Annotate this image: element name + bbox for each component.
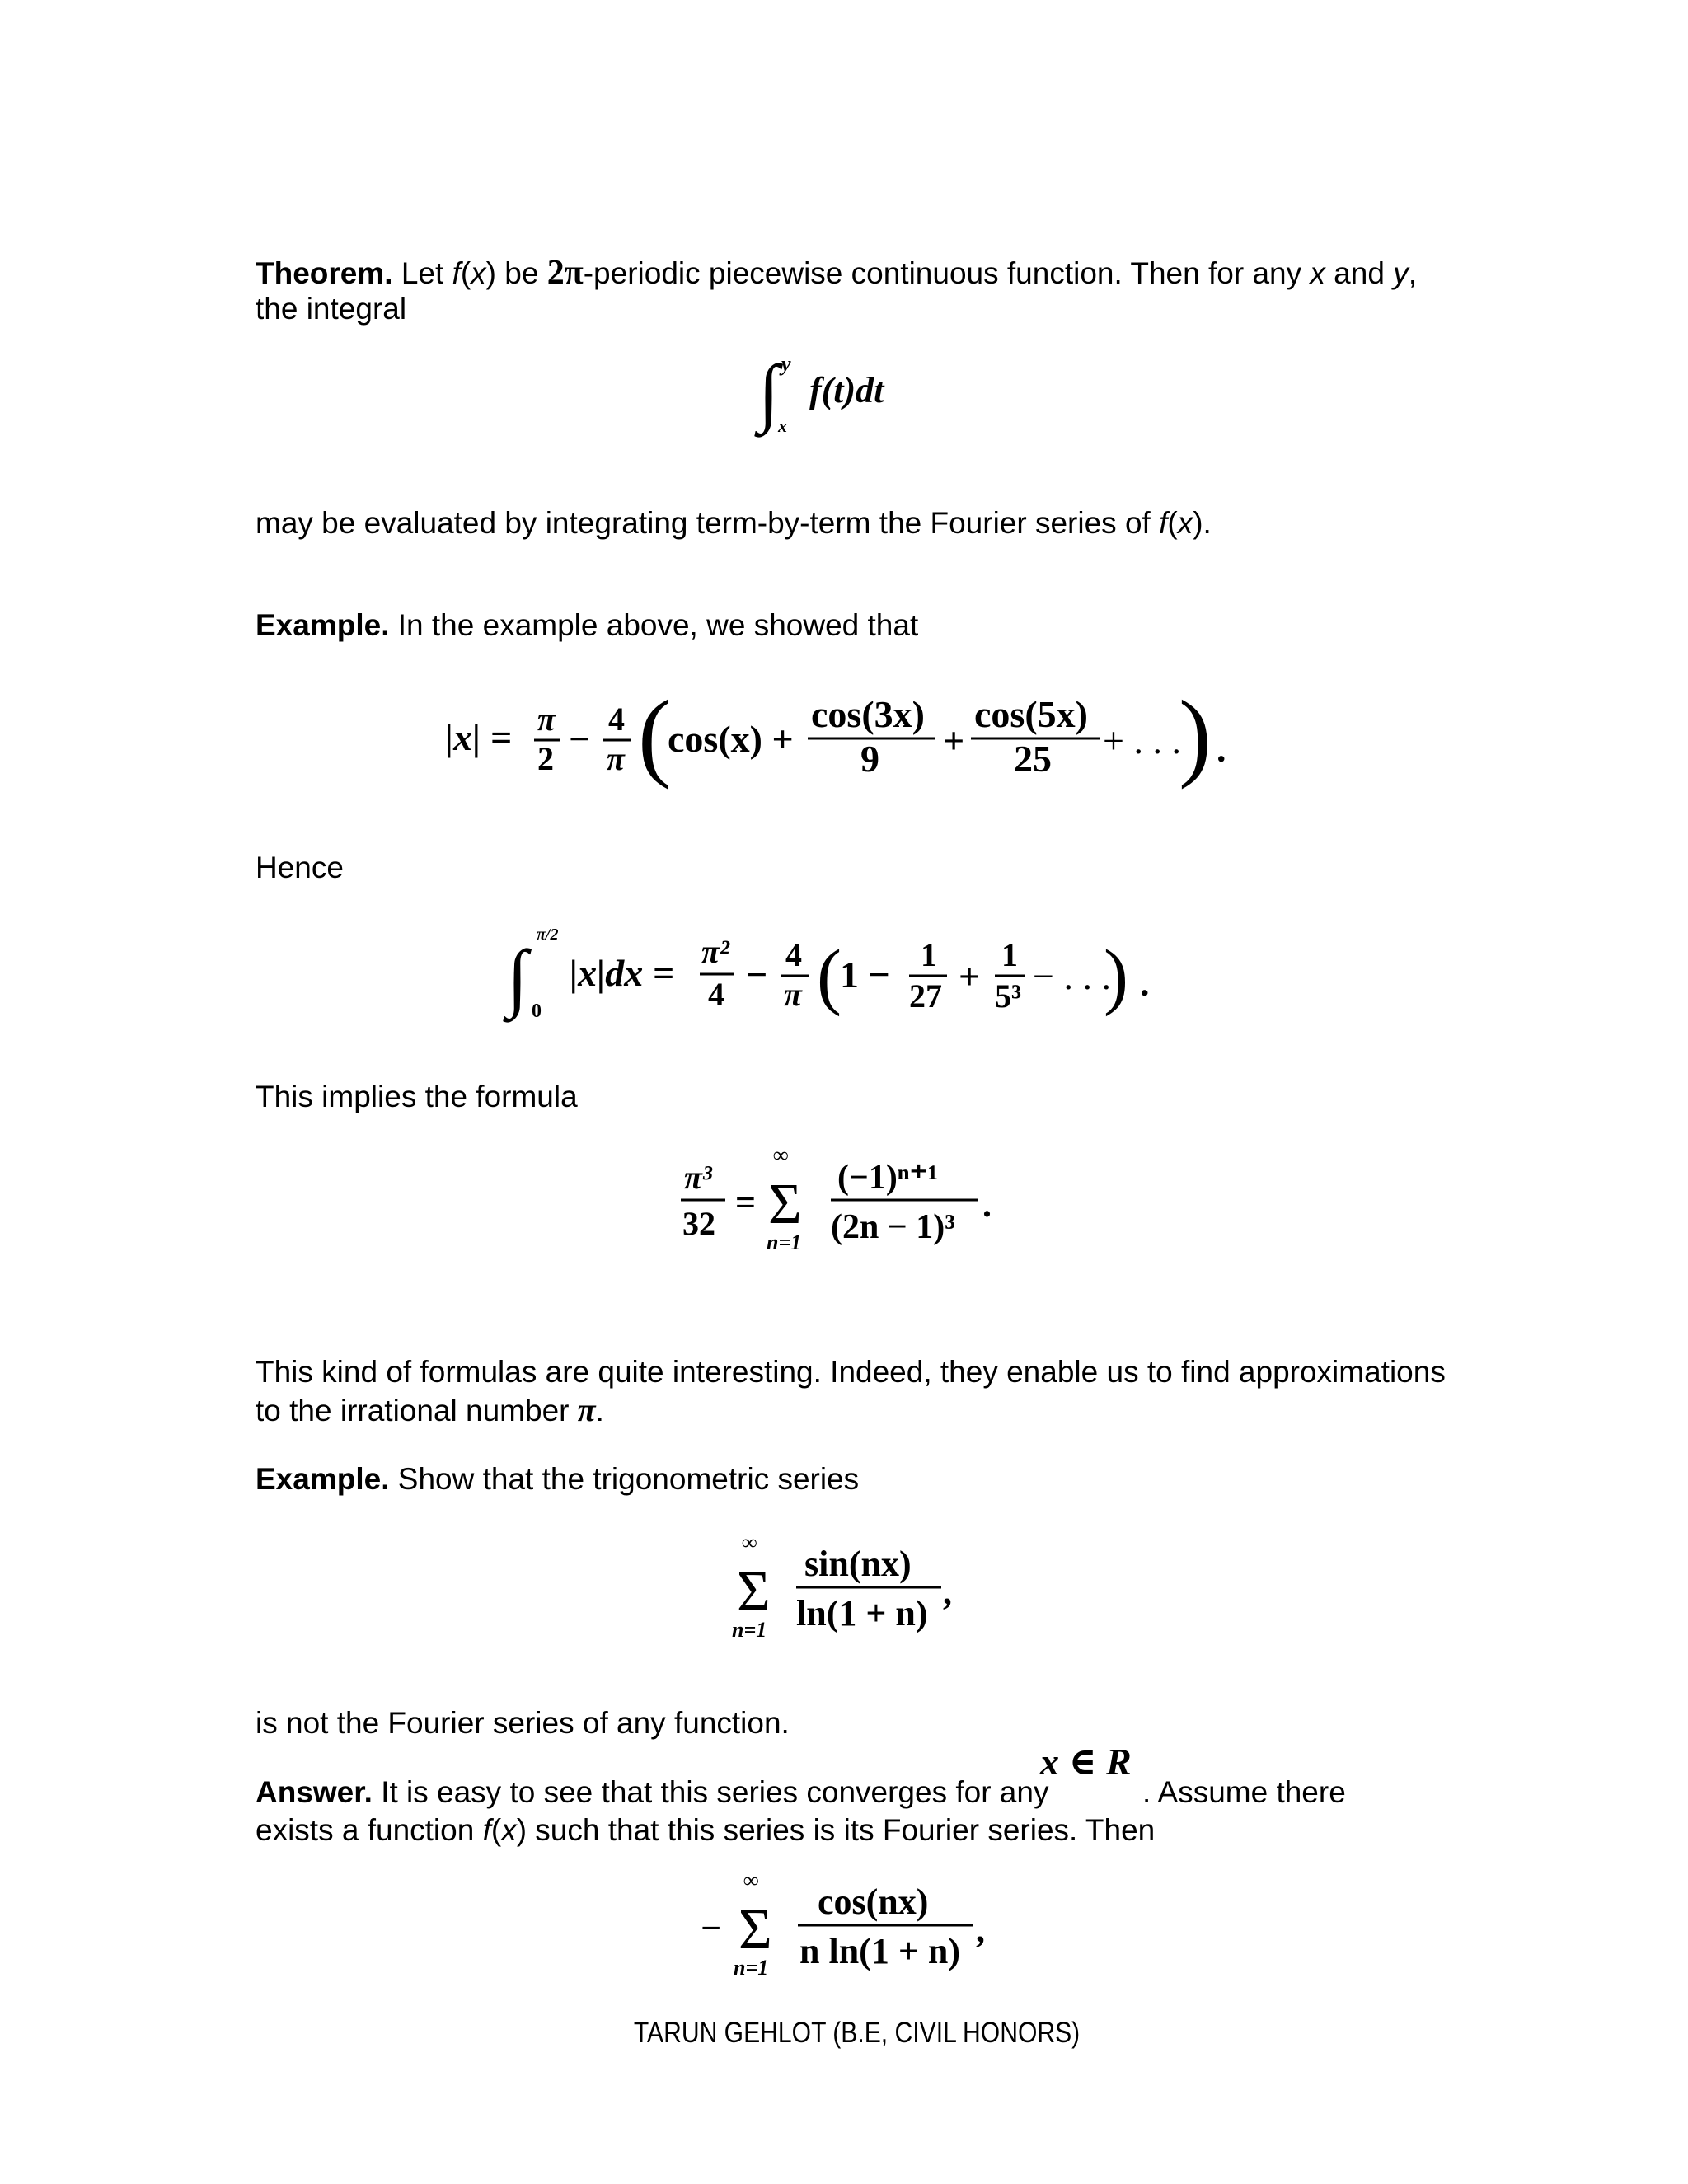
implies-text: This implies the formula <box>256 1080 578 1113</box>
answer-paren: ( <box>490 1813 502 1847</box>
abs-int-minus: − <box>746 954 768 996</box>
abs-twentyfive: 25 <box>1014 738 1052 780</box>
theorem-two-pi: 2π <box>546 254 584 292</box>
abs-int-pisq: π² <box>701 933 729 970</box>
abs-int-paren-close: ) <box>1104 935 1128 1017</box>
abs-lhs: |x| = <box>445 716 512 758</box>
sum2-inf: ∞ <box>742 1530 757 1554</box>
abs-int-lower: 0 <box>532 1001 542 1022</box>
abs-int-four: 4 <box>708 976 724 1013</box>
example-2-text: Show that the trigonometric series <box>389 1462 860 1496</box>
para2-line-2-text: to the irrational number <box>256 1394 578 1427</box>
sum1-thirtytwo: 32 <box>682 1205 715 1242</box>
sum2-nstart: n=1 <box>732 1618 767 1642</box>
example-1-line <box>256 607 918 644</box>
pi-cube-sum-equation <box>676 1137 1022 1261</box>
para2-pi: π <box>577 1391 596 1428</box>
sum1-period: . <box>982 1184 992 1225</box>
theorem-and: and <box>1325 256 1394 290</box>
sum3-inf: ∞ <box>743 1868 759 1892</box>
theorem-y: y <box>1393 256 1409 290</box>
answer-line-2-text: exists a function <box>256 1813 483 1847</box>
hence-text: Hence <box>256 851 344 884</box>
sum2-num: sin(nx) <box>804 1544 912 1584</box>
theorem-f: f <box>452 256 461 290</box>
footer-author: TARUN GEHLOT (B.E, CIVIL HONORS) <box>633 2017 1081 2049</box>
abs-int-pi: π <box>784 976 802 1013</box>
abs-int-four2: 4 <box>785 936 802 973</box>
theorem-line-1 <box>256 254 1417 293</box>
theorem-label: Theorem. <box>256 256 393 290</box>
cosine-series-equation <box>692 1863 1022 1986</box>
theorem-text: Let <box>392 256 452 290</box>
abs-int-one2: 1 <box>1001 936 1018 973</box>
answer-x: x <box>501 1813 517 1847</box>
abs-period: . <box>1217 728 1226 770</box>
abs-dots: + . . . <box>1103 719 1181 762</box>
sum2-den: ln(1 + n) <box>796 1593 928 1633</box>
abs-pi: π <box>537 701 556 738</box>
theorem-comma: , <box>1408 256 1417 290</box>
abs-int-one: 1 <box>921 936 937 973</box>
integral-svg <box>758 346 923 437</box>
sum3-svg <box>692 1863 1022 1986</box>
sum3-den: n ln(1 + n) <box>799 1931 961 1971</box>
sum1-den: (2n − 1)³ <box>831 1208 955 1246</box>
abs-int-twentyseven: 27 <box>909 977 942 1015</box>
paragraph-termwise <box>256 504 1212 542</box>
para2-line-2 <box>256 1391 604 1430</box>
example-2-label: Example. <box>256 1462 390 1496</box>
x-in-R-text: x ∈ R <box>1040 1741 1132 1783</box>
theorem-paren-open: ( <box>460 256 471 290</box>
sum1-inf: ∞ <box>773 1143 789 1167</box>
abs-integral-equation <box>507 915 1183 1030</box>
abs-paren-open: ( <box>638 680 671 790</box>
abs-pi-den: π <box>607 740 625 777</box>
abs-value-equation <box>437 676 1245 816</box>
abs-cos3: cos(3x) <box>811 693 925 735</box>
para2-period: . <box>595 1394 604 1427</box>
theorem-x2: x <box>1310 256 1325 290</box>
para1-text: may be evaluated by integrating term-by-term the Fourier series of <box>256 506 1160 540</box>
abs-two: 2 <box>537 740 554 777</box>
sum2-sigma: Σ <box>737 1560 771 1624</box>
sum2-svg <box>725 1525 989 1648</box>
answer-line-1 <box>256 1774 1048 1811</box>
example-2-line <box>256 1460 859 1498</box>
abs-int-sign: ∫ <box>507 935 528 1019</box>
para2-line-1: This kind of formulas are quite interesting. Indeed, they enable us to find approximations <box>256 1355 1446 1389</box>
theorem-be: ) be <box>485 256 547 290</box>
para1-f: f <box>1159 506 1168 540</box>
para1-x: x <box>1177 506 1193 540</box>
example-1-label: Example. <box>256 608 390 642</box>
sum3-minus: − <box>701 1908 722 1948</box>
sum1-nstart: n=1 <box>767 1230 802 1254</box>
answer-text: It is easy to see that this series converges for any <box>372 1775 1049 1809</box>
abs-plus: + <box>943 719 965 762</box>
sum1-svg <box>676 1137 1022 1261</box>
sum3-sigma: Σ <box>738 1898 772 1961</box>
abs-eq-svg <box>437 676 1245 816</box>
integral-equation <box>758 346 923 437</box>
abs-int-paren-open: ( <box>817 935 842 1017</box>
abs-cos5: cos(5x) <box>974 693 1088 735</box>
sum1-num: (−1)ⁿ⁺¹ <box>837 1159 939 1197</box>
sum1-sigma: Σ <box>768 1173 802 1236</box>
answer-line-2-end: ) such that this series is its Fourier series. Then <box>516 1813 1156 1847</box>
abs-int-one-minus: 1 − <box>840 954 890 996</box>
sum2-comma: , <box>943 1572 952 1612</box>
integral-lower: x <box>778 415 787 436</box>
abs-paren-close: ) <box>1179 680 1212 790</box>
integral-sign: ∫ <box>758 349 780 434</box>
sum3-num: cos(nx) <box>818 1882 929 1922</box>
sum3-comma: , <box>976 1910 985 1950</box>
theorem-line-2: the integral <box>256 292 407 326</box>
abs-int-body: |x|dx = <box>570 952 674 994</box>
integral-body: f(t)dt <box>809 370 884 410</box>
abs-int-upper: π/2 <box>537 926 559 944</box>
sum1-eq: = <box>735 1183 757 1223</box>
theorem-x: x <box>471 256 486 290</box>
abs-int-period: . <box>1140 962 1150 1004</box>
integral-upper: y <box>781 352 791 376</box>
answer-line-1-tail: . Assume there <box>1142 1775 1346 1809</box>
abs-cos1: cos(x) + <box>668 718 794 760</box>
abs-nine: 9 <box>860 738 879 780</box>
example-1-text: In the example above, we showed that <box>389 608 919 642</box>
abs-int-svg <box>507 915 1183 1030</box>
sum1-picube: π³ <box>684 1159 712 1196</box>
answer-line-2 <box>256 1811 1155 1849</box>
sum3-nstart: n=1 <box>734 1956 769 1980</box>
abs-int-fivecube: 5³ <box>995 977 1021 1015</box>
theorem-text-periodic: -periodic piecewise continuous function. Then for any <box>583 256 1311 290</box>
abs-int-plus: + <box>959 955 981 997</box>
abs-int-dots: − . . . <box>1033 955 1111 997</box>
not-fourier-text: is not the Fourier series of any function. <box>256 1706 790 1740</box>
answer-label: Answer. <box>256 1775 373 1809</box>
sine-series-equation <box>725 1525 989 1648</box>
x-in-R <box>1040 1739 1132 1783</box>
para1-paren: ( <box>1167 506 1178 540</box>
para1-end: ). <box>1193 506 1212 540</box>
abs-minus: − <box>569 718 591 760</box>
abs-four: 4 <box>608 701 625 738</box>
answer-f: f <box>482 1813 491 1847</box>
